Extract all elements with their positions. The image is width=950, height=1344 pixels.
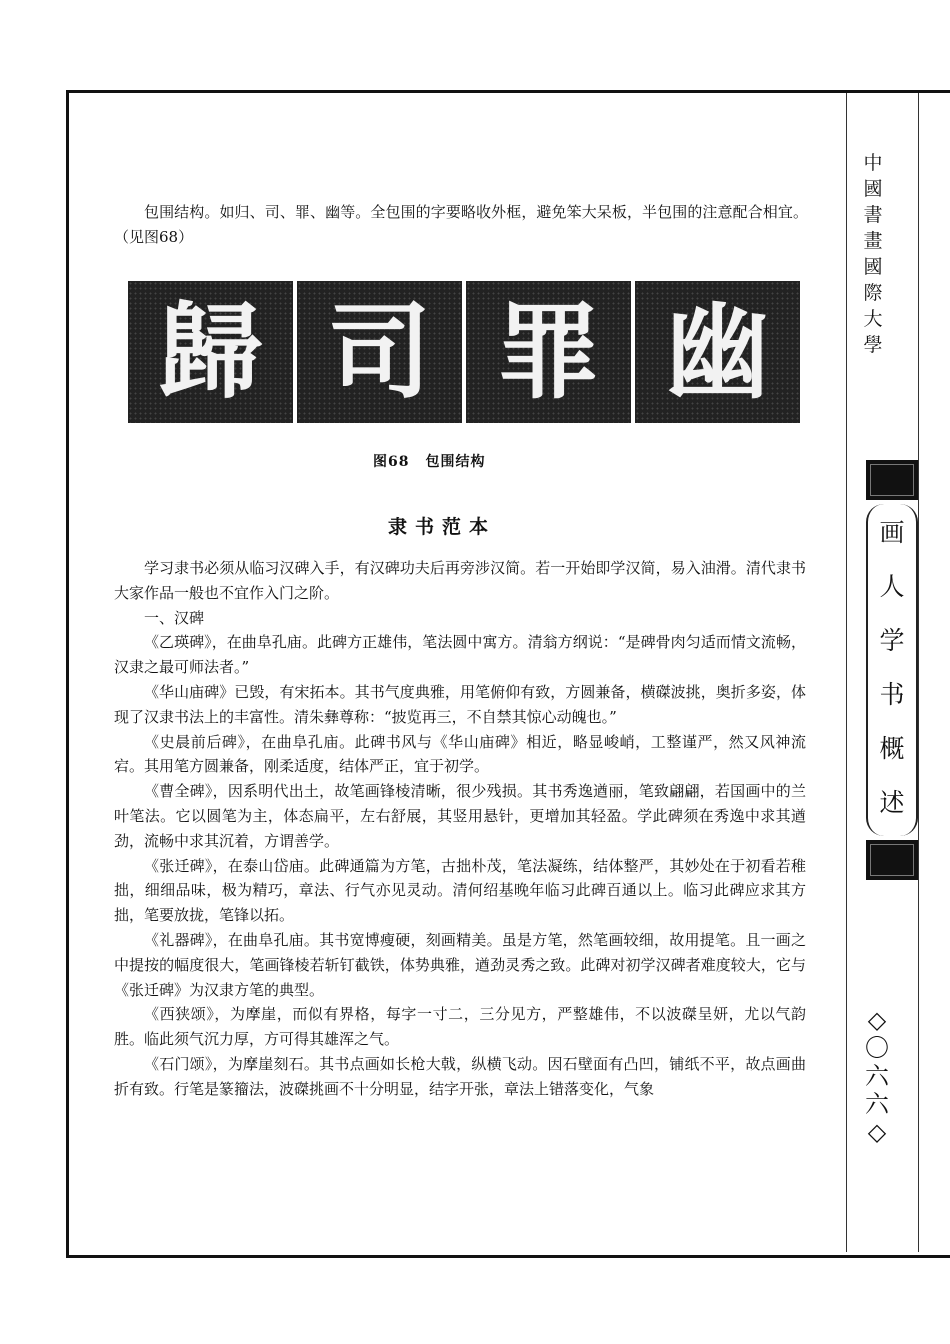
rubbing-glyph: 幽 xyxy=(665,290,770,413)
decorative-band xyxy=(866,840,918,880)
section-char: 人 xyxy=(879,572,905,601)
school-char: 畫 xyxy=(863,230,883,252)
body-paragraph: 《史晨前后碑》，在曲阜孔庙。此碑书风与《华山庙碑》相近，略显峻峭，工整谨严，然又风神流宕。其用笔方圆兼备，刚柔适度，结体严正，宜于初学。 xyxy=(114,732,806,776)
rubbing-panel xyxy=(297,281,462,423)
section-title xyxy=(866,504,918,836)
rubbing-panel xyxy=(466,281,631,423)
school-char: 際 xyxy=(863,282,883,304)
rubbing-panel xyxy=(128,281,293,423)
body-paragraph: 《乙瑛碑》，在曲阜孔庙。此碑方正雄伟，笔法圆中寓方。清翁方纲说：“是碑骨肉匀适而情文流畅，汉隶之最可师法者。” xyxy=(114,633,806,677)
school-name xyxy=(848,150,898,358)
decorative-band xyxy=(866,460,918,500)
school-char: 書 xyxy=(863,204,883,226)
body-text xyxy=(114,556,806,1102)
body-paragraph: 《曹全碑》，因系明代出土，故笔画锋棱清晰，很少残损。其书秀逸遒丽，笔致翩翩，若国画中的兰叶笔法。它以圆笔为主，体态扁平，左右舒展，其竖用悬针，更增加其轻盈。学此碑须在秀逸中求其遒劲，流畅中求其沉着，方谓善学。 xyxy=(114,782,806,850)
section-char: 学 xyxy=(879,626,905,655)
body-paragraph: 学习隶书必须从临习汉碑入手，有汉碑功夫后再旁涉汉简。若一开始即学汉简，易入油滑。清代隶书大家作品一般也不宜作入门之阶。 xyxy=(114,559,806,602)
rubbing-glyph: 罪 xyxy=(496,290,601,413)
page-number xyxy=(862,1006,892,1146)
body-paragraph: 《华山庙碑》已毁，有宋拓本。其书气度典雅，用笔俯仰有致，方圆兼备，横磔波挑，奥折多姿，体现了汉隶书法上的丰富性。清朱彝尊称：“披览再三，不自禁其惊心动魄也。” xyxy=(114,682,806,726)
page-num-char: 〇 xyxy=(865,1034,889,1062)
section-heading: 隶书范本 xyxy=(388,516,497,538)
rubbing-glyph: 司 xyxy=(327,290,432,413)
school-char: 國 xyxy=(863,256,883,278)
sidebar-rule-inner xyxy=(918,93,919,1252)
section-char: 画 xyxy=(879,518,905,547)
body-subheading: 一、汉碑 xyxy=(144,608,205,627)
section-char: 书 xyxy=(879,680,905,709)
section-char: 概 xyxy=(879,734,905,763)
sidebar-rule xyxy=(846,93,847,1252)
body-paragraph: 《张迁碑》，在泰山岱庙。此碑通篇为方笔，古拙朴茂，笔法凝练，结体整严，其妙处在于初看若稚拙，细细品味，极为精巧，章法、行气亦见灵动。清何绍基晚年临习此碑百通以上。临习此碑应求其方拙，笔要放拢，笔锋以拓。 xyxy=(114,856,806,925)
body-paragraph: 《西狭颂》，为摩崖，而似有界格，每字一寸二，三分见方，严整雄伟，不以波磔呈妍，尤以气韵胜。临此须气沉力厚，方可得其雄浑之气。 xyxy=(114,1005,806,1049)
caption-number: 图68 xyxy=(373,454,410,470)
page-num-char: ◇ xyxy=(867,1006,887,1034)
rubbing-glyph: 歸 xyxy=(158,290,263,413)
section-title-box xyxy=(866,460,918,880)
caption-text: 包围结构 xyxy=(425,454,486,470)
page-num-char: 六 xyxy=(865,1062,889,1090)
school-char: 國 xyxy=(863,178,883,200)
school-char: 中 xyxy=(863,152,883,174)
intro-paragraph: 包围结构。如归、司、罪、幽等。全包围的字要略收外框，避免笨大呆板，半包围的注意配合相宜。（见图68） xyxy=(114,203,808,246)
body-paragraph: 《石门颂》，为摩崖刻石。其书点画如长枪大戟，纵横飞动。因石壁面有凸凹，铺纸不平，故点画曲折有致。行笔是篆籀法，波磔挑画不十分明显，结字开张，章法上错落变化，气象 xyxy=(114,1054,806,1098)
page-num-char: 六 xyxy=(865,1090,889,1118)
school-char: 大 xyxy=(863,308,883,330)
intro-paragraph-block xyxy=(114,200,808,249)
page-num-char: ◇ xyxy=(867,1118,887,1146)
figure-68 xyxy=(128,281,800,423)
figure-caption xyxy=(373,451,485,471)
section-char: 述 xyxy=(879,788,905,817)
rubbing-panel xyxy=(635,281,800,423)
school-char: 學 xyxy=(863,334,883,356)
body-paragraph: 《礼器碑》，在曲阜孔庙。其书宽博瘦硬，刻画精美。虽是方笔，然笔画较细，故用提笔。且一画之中提按的幅度很大，笔画锋棱若斩钉截铁，体势典雅，遒劲灵秀之致。此碑对初学汉碑者难度较大，它与《张迁碑》为汉隶方笔的典型。 xyxy=(114,930,806,999)
